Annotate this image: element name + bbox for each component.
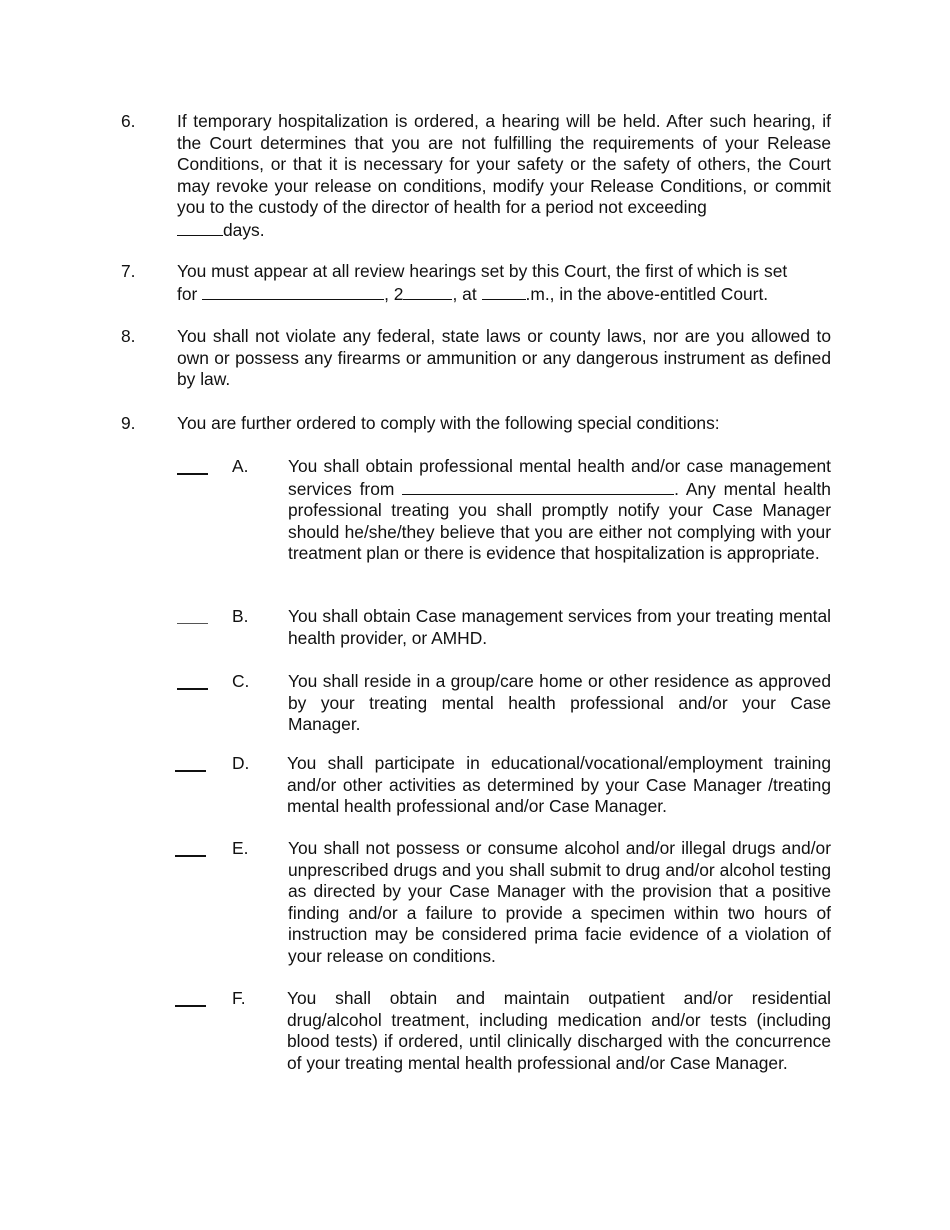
paragraph-text: You shall not violate any federal, state laws or county laws, nor are you allowed to own or possess any firearms or ammunition or any dangerous instrument as defined by law.: [177, 326, 831, 389]
condition-text: [288, 456, 831, 565]
condition-text: You shall reside in a group/care home or other residence as approved by your treating mental health professional and/or your Case Manager.: [288, 671, 831, 734]
condition-letter: F.: [232, 988, 246, 1008]
year-prefix-label: , 2: [384, 284, 404, 304]
paragraph-number: 8.: [121, 326, 136, 346]
condition-checkbox-blank[interactable]: [177, 606, 208, 630]
days-blank[interactable]: [177, 219, 223, 236]
condition-text: You shall participate in educational/vocational/employment training and/or other activities as determined by your Case Manager /treating mental health professional and/or Case Manager.: [287, 753, 831, 816]
paragraph-number: 7.: [121, 261, 136, 281]
paragraph-body: If temporary hospitalization is ordered, a hearing will be held. After such hearing, if the Court determines that you are not fulfilling the requirements of your Release Conditions, or that it is necessary for your safety or the safety of others, the Court may revoke your release on conditions, modify your Release Conditions, or commit you to the custody of the director of health for a period not exceeding: [177, 111, 831, 217]
condition-checkbox-blank[interactable]: [175, 753, 206, 778]
condition-text: You shall not possess or consume alcohol and/or illegal drugs and/or unprescribed drugs and you shall submit to drug and/or alcohol testing as directed by your Case Manager with the provision that a positive finding and/or a failure to provide a specimen within two hours of instruction may be considered prima facie evidence of a violation of your release on conditions.: [288, 838, 831, 966]
condition-letter: B.: [232, 606, 249, 626]
paragraph-text: [177, 261, 831, 283]
condition-letter: A.: [232, 456, 249, 476]
condition-text: You shall obtain and maintain outpatient and/or residential drug/alcohol treatment, including medication and/or tests (including blood tests) if ordered, until clinically discharged with the concurrence of your treating mental health professional and/or Case Manager.: [287, 988, 831, 1073]
condition-letter: C.: [232, 671, 250, 691]
condition-text: You shall obtain Case management services from your treating mental health provider, or AMHD.: [288, 606, 831, 648]
paragraph-body: You must appear at all review hearings set by this Court, the first of which is set: [177, 261, 788, 281]
condition-checkbox-blank[interactable]: [175, 838, 206, 863]
hearing-year-blank[interactable]: [403, 283, 452, 300]
paragraph-text: [177, 111, 831, 241]
condition-checkbox-blank[interactable]: [177, 671, 208, 696]
days-label: days.: [223, 219, 265, 240]
paragraph-number: 9.: [121, 413, 136, 433]
condition-letter: E.: [232, 838, 249, 858]
hearing-time-blank[interactable]: [482, 283, 526, 300]
condition-letter: D.: [232, 753, 250, 773]
for-label: for: [177, 284, 198, 304]
paragraph-text: You are further ordered to comply with the following special conditions:: [177, 413, 720, 433]
paragraph-number: 6.: [121, 111, 136, 131]
at-label: , at: [452, 284, 477, 304]
hearing-date-line: [177, 283, 831, 306]
hearing-date-blank[interactable]: [202, 283, 384, 300]
time-suffix-label: .m., in the above-entitled Court.: [525, 284, 769, 304]
condition-text-start: You shall obtain professional mental health and/or case management services from: [288, 456, 831, 499]
condition-text-end: . Any mental health professional treating you shall promptly notify your Case Manager should he/she/they believe that you are either not complying with your treatment plan or there is evidence that hospitalization is appropriate.: [288, 478, 831, 563]
provider-blank[interactable]: [402, 478, 674, 495]
condition-checkbox-blank[interactable]: [177, 456, 208, 481]
condition-checkbox-blank[interactable]: [175, 988, 206, 1013]
